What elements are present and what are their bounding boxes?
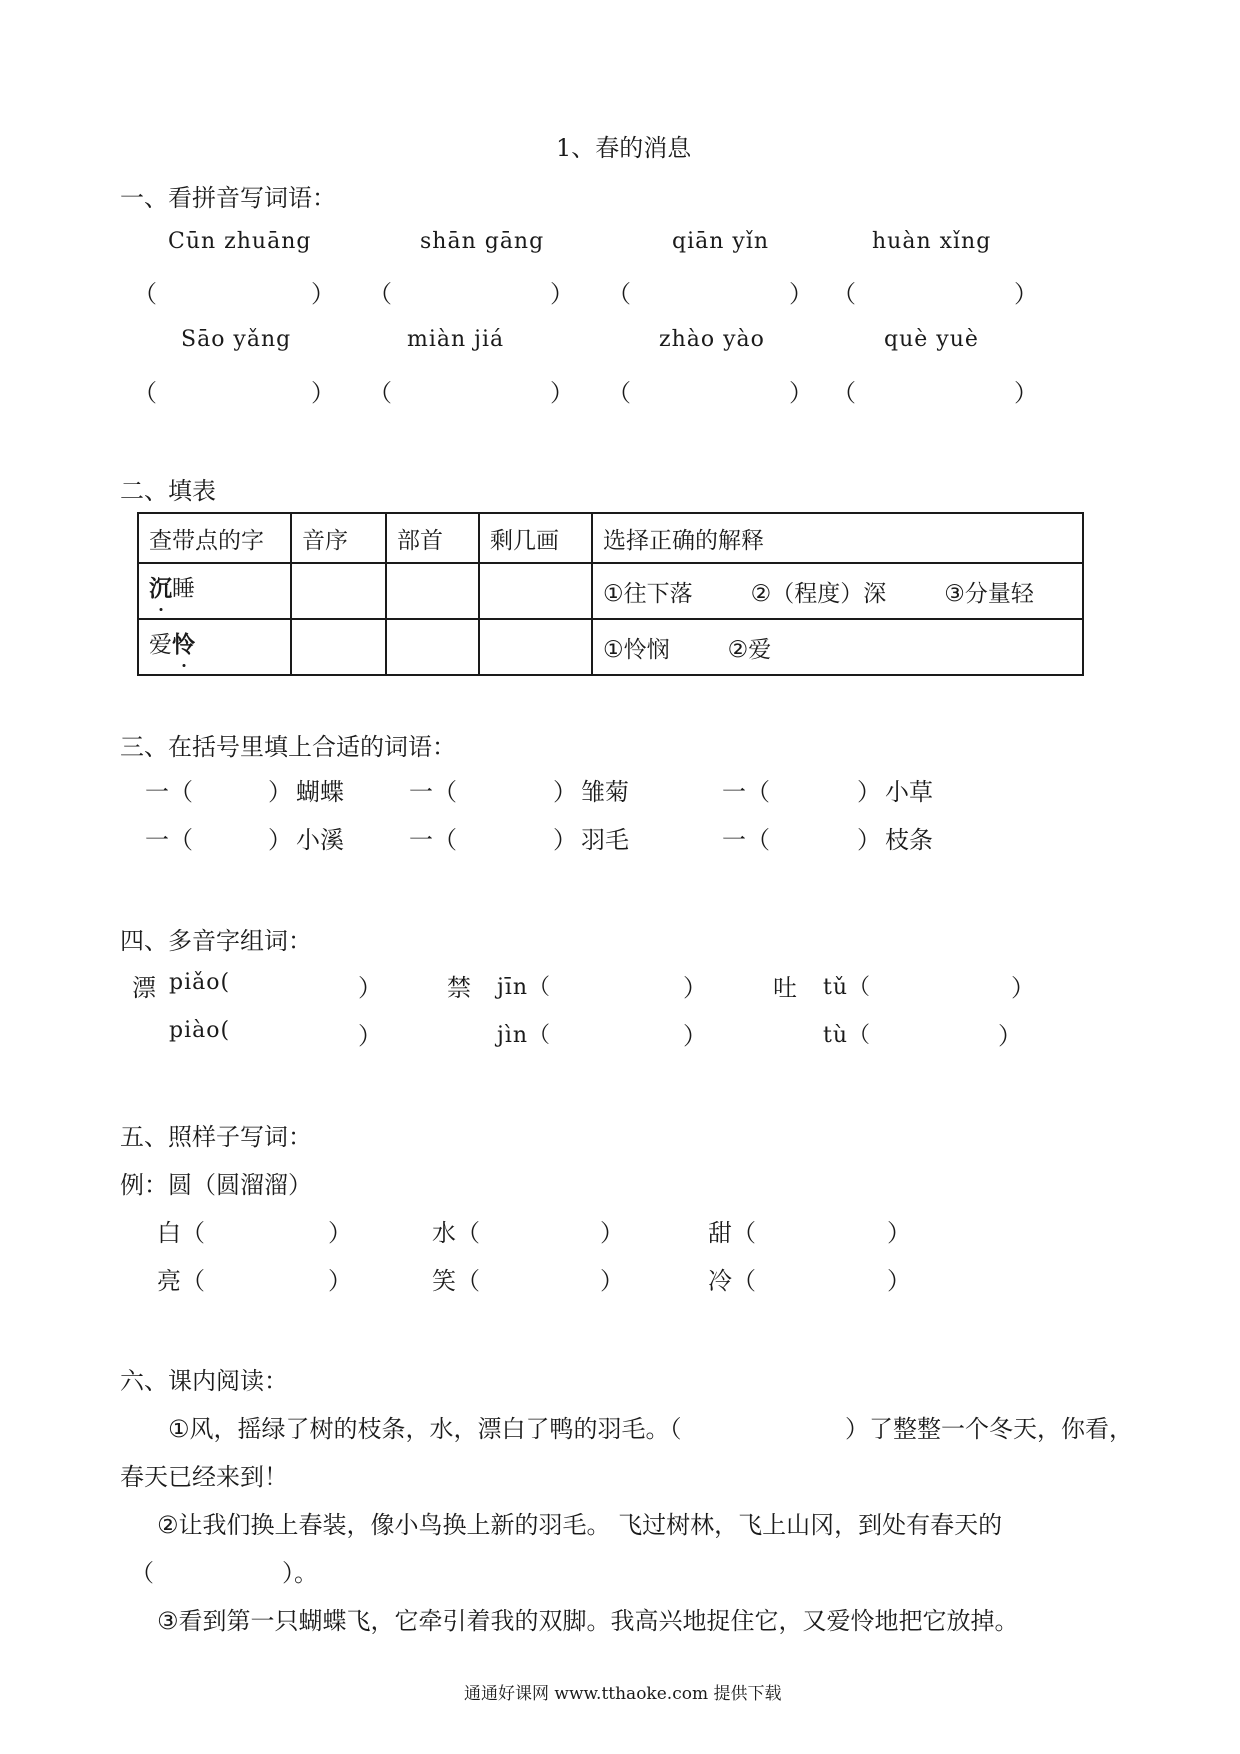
reading-p3: ③看到第一只蝴蝶飞，它牵引着我的双脚。我高兴地捉住它，又爱怜地把它放掉。	[157, 1607, 1019, 1635]
table-header: 查带点的字	[138, 513, 291, 563]
answer-cell[interactable]	[291, 563, 386, 619]
table-header: 剩几画	[479, 513, 592, 563]
word-part: 爱	[149, 632, 172, 658]
answer-paren-close: ）	[311, 379, 335, 407]
table-row	[138, 563, 1083, 619]
fill-word: 小草	[885, 778, 933, 806]
paren-close: ）	[268, 778, 292, 806]
table-header: 音序	[291, 513, 386, 563]
answer-paren-close: ）	[550, 280, 574, 308]
answer-paren-close: ）	[1011, 974, 1035, 1002]
paren-prefix: 一（	[722, 826, 770, 854]
fill-word: 枝条	[885, 826, 933, 854]
answer-paren-close: ）	[789, 379, 813, 407]
answer-paren-open: （	[832, 379, 856, 407]
footer-text: 通通好课网 www.tthaoke.com 提供下载	[464, 1684, 782, 1704]
write-item: 白（	[157, 1219, 205, 1247]
paren-prefix: 一（	[722, 778, 770, 806]
polyphone-char: 吐	[773, 974, 797, 1002]
paren-close: ）	[857, 778, 881, 806]
answer-paren-close: ）	[550, 379, 574, 407]
polyphone-char: 禁	[447, 974, 471, 1002]
answer-paren-open: （	[607, 379, 631, 407]
section-3-heading: 三、在括号里填上合适的词语：	[120, 733, 456, 761]
dotted-char: 沉	[149, 570, 172, 603]
answer-paren-close: ）	[600, 1219, 624, 1247]
answer-paren-close: ）	[887, 1219, 911, 1247]
write-item: 冷（	[708, 1267, 756, 1295]
answer-paren-close: ）	[998, 1022, 1022, 1050]
fill-word: 雏菊	[581, 778, 629, 806]
fill-word: 小溪	[296, 826, 344, 854]
paren-close: ）	[268, 826, 292, 854]
answer-paren-close: ）	[683, 1022, 707, 1050]
answer-paren-close: ）	[328, 1219, 352, 1247]
answer-paren-close: ）	[887, 1267, 911, 1295]
pinyin-8: què yuè	[884, 327, 979, 352]
table-header: 选择正确的解释	[592, 513, 1083, 563]
table-header-row	[138, 513, 1083, 563]
answer-cell[interactable]	[479, 563, 592, 619]
dotted-char: 怜	[172, 626, 195, 659]
answer-cell[interactable]	[386, 619, 479, 675]
polyphone-reading: jìn（	[497, 1023, 552, 1048]
section-4-heading: 四、多音字组词：	[120, 927, 312, 955]
example-line: 例：圆（圆溜溜）	[120, 1171, 312, 1199]
write-item: 亮（	[157, 1267, 205, 1295]
page-title: 1、春的消息	[556, 134, 692, 162]
answer-paren-open: （	[133, 379, 157, 407]
paren-prefix: 一（	[409, 778, 457, 806]
pinyin-7: zhào yào	[659, 327, 765, 352]
fill-table	[137, 512, 1084, 676]
answer-paren-close: ）	[328, 1267, 352, 1295]
answer-paren-open: （	[368, 280, 392, 308]
polyphone-reading: tǔ（	[823, 975, 872, 1000]
answer-paren-close: ）	[311, 280, 335, 308]
pinyin-3: qiān yǐn	[672, 229, 770, 254]
answer-paren-open: （	[368, 379, 392, 407]
paren-close: ）	[857, 826, 881, 854]
pinyin-4: huàn xǐng	[872, 229, 992, 254]
paren-prefix: 一（	[145, 826, 193, 854]
answer-paren-close: ）	[358, 974, 382, 1002]
answer-paren-close: ）	[789, 280, 813, 308]
reading-p2-part: （	[130, 1559, 154, 1587]
answer-cell[interactable]	[291, 619, 386, 675]
word-part: 睡	[172, 576, 195, 602]
section-5-heading: 五、照样子写词：	[120, 1123, 312, 1151]
paren-close: ）	[553, 778, 577, 806]
write-item: 水（	[432, 1219, 480, 1247]
choice: ②（程度）深	[750, 580, 887, 607]
reading-p1-part: ①风，摇绿了树的枝条，水，漂白了鸭的羽毛。（	[168, 1415, 682, 1443]
polyphone-reading: jīn（	[497, 975, 552, 1000]
answer-paren-close: ）	[358, 1022, 382, 1050]
word-cell	[138, 619, 291, 675]
answer-paren-close: ）	[600, 1267, 624, 1295]
pinyin-2: shān gāng	[420, 229, 545, 254]
choice: ②爱	[727, 636, 772, 663]
choices-cell	[592, 563, 1083, 619]
reading-p1-part: 春天已经来到！	[120, 1463, 288, 1491]
section-6-heading: 六、课内阅读：	[120, 1367, 288, 1395]
polyphone-reading: piào(	[169, 1018, 231, 1043]
pinyin-6: miàn jiá	[407, 327, 505, 352]
paren-prefix: 一（	[145, 778, 193, 806]
choice: ①怜悯	[603, 636, 670, 663]
write-item: 笑（	[432, 1267, 480, 1295]
word-cell	[138, 563, 291, 619]
pinyin-5: Sāo yǎng	[181, 327, 292, 352]
table-row	[138, 619, 1083, 675]
paren-prefix: 一（	[409, 826, 457, 854]
polyphone-reading: piǎo(	[169, 970, 231, 995]
answer-paren-open: （	[607, 280, 631, 308]
answer-paren-open: （	[133, 280, 157, 308]
fill-word: 羽毛	[581, 826, 629, 854]
choice: ③分量轻	[944, 580, 1034, 607]
answer-paren-close: ）	[1014, 280, 1038, 308]
pinyin-1: Cūn zhuāng	[168, 229, 312, 254]
reading-p2-part: ②让我们换上春装，像小鸟换上新的羽毛。 飞过树林，飞上山冈，到处有春天的	[157, 1511, 1003, 1539]
answer-paren-open: （	[832, 280, 856, 308]
answer-cell[interactable]	[479, 619, 592, 675]
section-1-heading: 一、看拼音写词语：	[120, 184, 336, 212]
choices-cell	[592, 619, 1083, 675]
reading-p2-part: ）。	[282, 1559, 318, 1587]
answer-paren-close: ）	[683, 974, 707, 1002]
paren-close: ）	[553, 826, 577, 854]
table-header: 部首	[386, 513, 479, 563]
fill-word: 蝴蝶	[296, 778, 344, 806]
answer-paren-close: ）	[1014, 379, 1038, 407]
polyphone-reading: tù（	[823, 1023, 872, 1048]
choice: ①往下落	[603, 580, 693, 607]
section-2-heading: 二、填表	[120, 477, 216, 505]
answer-cell[interactable]	[386, 563, 479, 619]
reading-p1-part: ）了整整一个冬天，你看，	[845, 1415, 1133, 1443]
polyphone-char: 漂	[132, 974, 156, 1002]
write-item: 甜（	[708, 1219, 756, 1247]
